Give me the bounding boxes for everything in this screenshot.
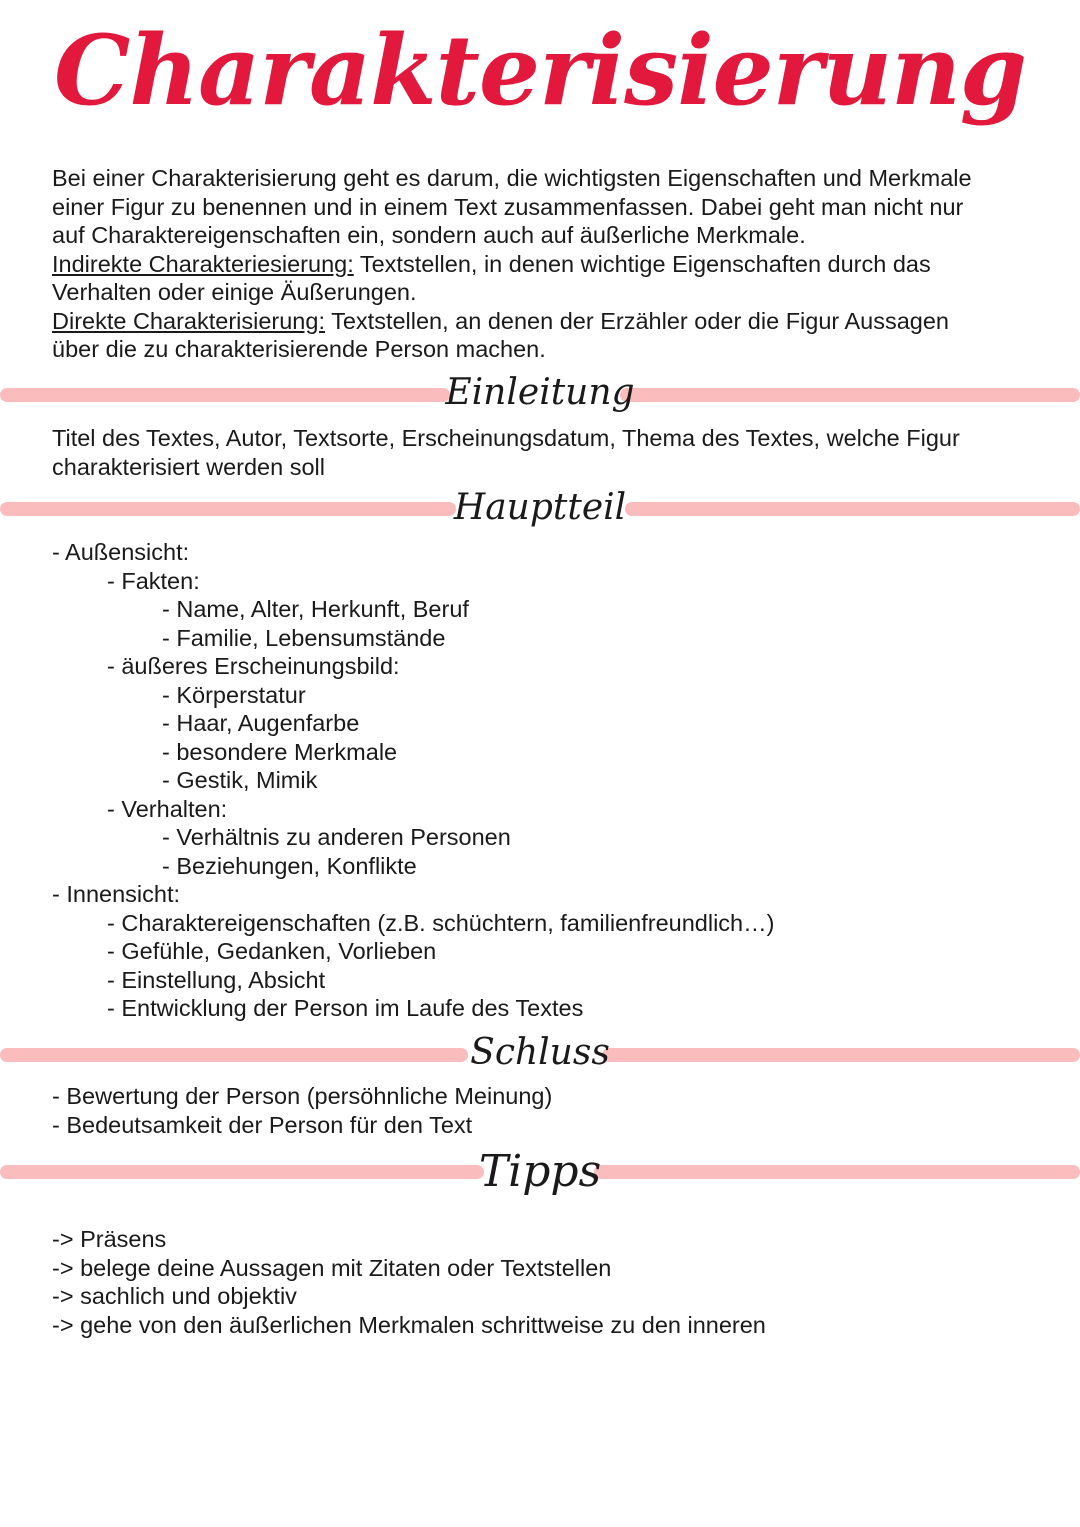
direct-text-cont: über die zu charakterisierende Person machen. [52, 336, 546, 362]
list-item: - Fakten: [107, 567, 200, 594]
list-item: - Gefühle, Gedanken, Vorlieben [107, 938, 437, 964]
einleitung-line: charakterisiert werden soll [52, 453, 325, 480]
indirect-definition [52, 250, 972, 279]
direct-definition [52, 307, 972, 336]
list-item: - Innensicht: [52, 881, 181, 907]
intro-line: einer Figur zu benennen und in einem Text zusammenfassen. Dabei geht man nicht nur [52, 193, 964, 220]
intro-line: Bei einer Charakterisierung geht es darum, die wichtigsten Eigenschaften und Merkmale [52, 165, 972, 191]
list-item: -> belege deine Aussagen mit Zitaten oder Textstellen [52, 1254, 612, 1281]
page-title: Charakterisierung [53, 14, 1027, 127]
list-item: - Verhalten: [107, 795, 228, 822]
list-item: -> sachlich und objektiv [52, 1283, 297, 1309]
list-item: - Einstellung, Absicht [107, 966, 326, 993]
heading-einleitung: Einleitung [445, 372, 635, 413]
indirect-label: Indirekte Charakteriesierung: [52, 250, 354, 277]
direct-label: Direkte Charakterisierung: [52, 307, 325, 334]
indirect-text: Textstellen, in denen wichtige Eigenschaften durch das [353, 250, 931, 277]
list-item: -> Präsens [52, 1226, 167, 1252]
intro-line: auf Charaktereigenschaften ein, sondern auch auf äußerliche Merkmale. [52, 222, 806, 248]
list-item: -> gehe von den äußerlichen Merkmalen schrittweise zu den inneren [52, 1311, 766, 1338]
heading-hauptteil: Hauptteil [453, 487, 627, 528]
list-item: - Familie, Lebensumstände [162, 624, 446, 651]
list-item: - Entwicklung der Person im Laufe des Textes [107, 995, 584, 1021]
list-item: - Bewertung der Person (persöhnliche Meinung) [52, 1083, 553, 1109]
list-item: - Außensicht: [52, 539, 190, 565]
list-item: - Bedeutsamkeit der Person für den Text [52, 1111, 473, 1138]
direct-text: Textstellen, an denen der Erzähler oder die Figur Aussagen [324, 307, 949, 334]
list-item: - Beziehungen, Konflikte [162, 852, 417, 879]
list-item: - Name, Alter, Herkunft, Beruf [162, 596, 469, 622]
einleitung-text [52, 424, 960, 481]
list-item: - Verhältnis zu anderen Personen [162, 824, 511, 850]
indirect-text-cont: Verhalten oder einige Äußerungen. [52, 279, 417, 305]
schluss-list [52, 1082, 552, 1139]
hauptteil-list [52, 538, 774, 1023]
intro-paragraph [52, 164, 972, 364]
list-item: - äußeres Erscheinungsbild: [107, 653, 400, 679]
list-item: - Körperstatur [162, 681, 306, 708]
heading-tipps: Tipps [478, 1146, 602, 1197]
tipps-list [52, 1225, 766, 1339]
heading-schluss: Schluss [470, 1032, 610, 1073]
list-item: - Gestik, Mimik [162, 767, 318, 793]
list-item: - Charaktereigenschaften (z.B. schüchtern, familienfreundlich…) [107, 909, 775, 936]
einleitung-line: Titel des Textes, Autor, Textsorte, Erscheinungsdatum, Thema des Textes, welche Figur [52, 425, 960, 451]
list-item: - besondere Merkmale [162, 738, 398, 765]
list-item: - Haar, Augenfarbe [162, 710, 360, 736]
